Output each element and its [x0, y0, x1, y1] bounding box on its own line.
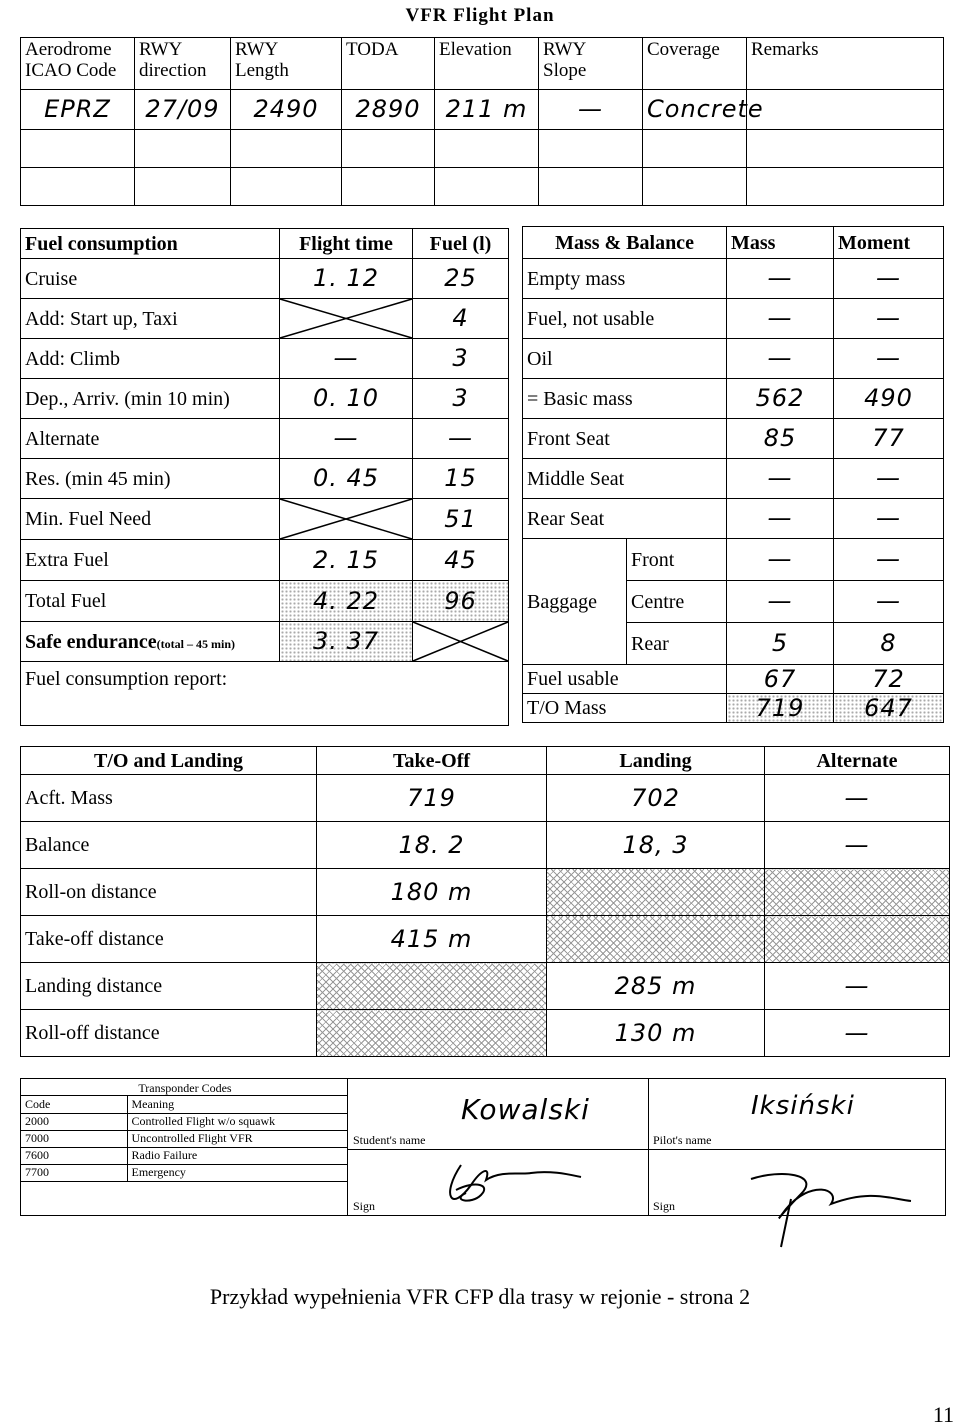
fuel-usable-mass: 67 [727, 665, 834, 694]
baggage-mass: — [727, 581, 834, 623]
tx-code-header: Code [21, 1096, 127, 1114]
mb-header: Moment [834, 227, 944, 259]
aerodrome-value: 2490 [231, 90, 342, 130]
mb-mass-value: — [727, 459, 834, 499]
to-mass-mass: 719 [727, 694, 834, 723]
tol-alternate-value: — [765, 775, 950, 822]
aerodrome-value: Concrete [643, 90, 747, 130]
pilot-signature-scribble [741, 1159, 921, 1249]
mb-row-label: Empty mass [523, 259, 727, 299]
fuel-amount-value: 45 [413, 540, 509, 581]
mb-row-label: = Basic mass [523, 379, 727, 419]
baggage-moment: — [834, 581, 944, 623]
aerodrome-value: 211 m [435, 90, 539, 130]
aerodrome-header: Remarks [747, 38, 944, 90]
tol-header: Alternate [765, 747, 950, 775]
fuel-time-value: — [280, 419, 413, 459]
mb-mass-value: — [727, 299, 834, 339]
fuel-time-value: 4. 22 [280, 581, 413, 622]
fuel-amount-value: 4 [413, 299, 509, 339]
fuel-amount-value: 3 [413, 339, 509, 379]
fuel-amount-value: — [413, 419, 509, 459]
tol-header: T/O and Landing [21, 747, 317, 775]
tol-row-label: Balance [21, 822, 317, 869]
aerodrome-value [747, 90, 944, 130]
aerodrome-header: TODA [342, 38, 435, 90]
tx-meaning: Emergency [127, 1165, 347, 1182]
fuel-time-crossed [280, 299, 413, 339]
aerodrome-value: — [539, 90, 643, 130]
fuel-amount-value: 51 [413, 499, 509, 540]
mb-moment-value: — [834, 499, 944, 539]
name-divider [347, 1149, 945, 1150]
aerodrome-header: RWY Slope [539, 38, 643, 90]
mb-moment-value: 77 [834, 419, 944, 459]
baggage-label: Baggage [523, 539, 627, 665]
fuel-usable-label: Fuel usable [523, 665, 727, 694]
to-landing-table [20, 746, 950, 1057]
baggage-moment: 8 [834, 623, 944, 665]
page-caption: Przykład wypełnienia VFR CFP dla trasy w rejonie - strona 2 [209, 1284, 751, 1309]
cross-mark [280, 299, 412, 338]
tx-code: 7600 [21, 1148, 127, 1165]
fuel-time-value: 0. 45 [280, 459, 413, 499]
fuel-amount-value: 3 [413, 379, 509, 419]
fuel-time-crossed [280, 499, 413, 540]
fuel-row-label: Extra Fuel [21, 540, 280, 581]
fuel-time-value: 0. 10 [280, 379, 413, 419]
name-divider-vertical [648, 1079, 649, 1215]
fuel-time-value: 2. 15 [280, 540, 413, 581]
tol-takeoff-value: 719 [317, 775, 547, 822]
tol-alternate-value: — [765, 963, 950, 1010]
tol-row-label: Roll-on distance [21, 869, 317, 916]
aerodrome-header: RWY Length [231, 38, 342, 90]
fuel-row-label: Dep., Arriv. (min 10 min) [21, 379, 280, 419]
fuel-amount-value: 15 [413, 459, 509, 499]
tol-header: Landing [547, 747, 765, 775]
mb-mass-value: 85 [727, 419, 834, 459]
tol-landing-value [547, 869, 765, 916]
tol-landing-value: 130 m [547, 1010, 765, 1057]
safe-endurance-subtext: (total – 45 min) [156, 636, 235, 651]
fuel-header: Fuel consumption [21, 229, 280, 259]
tol-row-label: Landing distance [21, 963, 317, 1010]
fuel-table [20, 228, 509, 726]
mb-moment-value: — [834, 299, 944, 339]
fuel-row-label: Res. (min 45 min) [21, 459, 280, 499]
fuel-amount-value: 25 [413, 259, 509, 299]
safe-endurance-label [21, 622, 280, 662]
aerodrome-table [20, 37, 944, 206]
cross-mark [280, 499, 412, 539]
fuel-header: Flight time [280, 229, 413, 259]
pilot-name-label: Pilot's name [653, 1133, 712, 1147]
tol-takeoff-value [317, 963, 547, 1010]
signature-section [20, 1078, 946, 1216]
pilot-sign-label: Sign [653, 1199, 676, 1213]
fuel-time-value: — [280, 339, 413, 379]
tx-meaning-header: Meaning [127, 1096, 347, 1114]
safe-endurance-time: 3. 37 [280, 622, 413, 662]
fuel-usable-moment: 72 [834, 665, 944, 694]
student-sign-label: Sign [353, 1199, 376, 1213]
aerodrome-value: 27/09 [135, 90, 231, 130]
fuel-header: Fuel (l) [413, 229, 509, 259]
tol-takeoff-value: 415 m [317, 916, 547, 963]
aerodrome-value: EPRZ [21, 90, 135, 130]
tol-landing-value [547, 916, 765, 963]
mb-mass-value: — [727, 259, 834, 299]
mb-mass-value: — [727, 499, 834, 539]
cross-mark [413, 622, 508, 661]
student-name: Kowalski [461, 1093, 590, 1126]
fuel-row-label: Cruise [21, 259, 280, 299]
tol-alternate-value: — [765, 1010, 950, 1057]
aerodrome-header: Coverage [643, 38, 747, 90]
tol-header: Take-Off [317, 747, 547, 775]
tx-code: 7700 [21, 1165, 127, 1182]
mb-header: Mass [727, 227, 834, 259]
student-signature-scribble [431, 1155, 591, 1215]
aerodrome-header: RWY direction [135, 38, 231, 90]
tol-takeoff-value [317, 1010, 547, 1057]
tx-meaning: Controlled Flight w/o squawk [127, 1114, 347, 1131]
fuel-row-label: Min. Fuel Need [21, 499, 280, 540]
mb-moment-value: 490 [834, 379, 944, 419]
baggage-mass: — [727, 539, 834, 581]
tol-alternate-value [765, 916, 950, 963]
tx-meaning: Radio Failure [127, 1148, 347, 1165]
mb-mass-value: — [727, 339, 834, 379]
tol-alternate-value [765, 869, 950, 916]
tol-takeoff-value: 180 m [317, 869, 547, 916]
pilot-name: Iksiński [751, 1091, 855, 1121]
fuel-row-label: Total Fuel [21, 581, 280, 622]
fuel-report-label: Fuel consumption report: [21, 662, 509, 726]
aerodrome-header: Elevation [435, 38, 539, 90]
page-title: VFR Flight Plan [405, 5, 555, 26]
mb-moment-value: — [834, 339, 944, 379]
tol-row-label: Acft. Mass [21, 775, 317, 822]
safe-endurance-fuel-crossed [413, 622, 509, 662]
tx-code: 7000 [21, 1131, 127, 1148]
mb-row-label: Front Seat [523, 419, 727, 459]
mb-row-label: Oil [523, 339, 727, 379]
transponder-title: Transponder Codes [138, 1081, 232, 1095]
transponder-table [21, 1095, 347, 1182]
mb-moment-value: — [834, 459, 944, 499]
tol-landing-value: 702 [547, 775, 765, 822]
tx-meaning: Uncontrolled Flight VFR [127, 1131, 347, 1148]
mass-balance-table [522, 226, 944, 723]
mb-row-label: Fuel, not usable [523, 299, 727, 339]
mb-row-label: Rear Seat [523, 499, 727, 539]
baggage-position: Centre [627, 581, 727, 623]
tol-row-label: Take-off distance [21, 916, 317, 963]
tx-code: 2000 [21, 1114, 127, 1131]
baggage-moment: — [834, 539, 944, 581]
mb-mass-value: 562 [727, 379, 834, 419]
fuel-row-label: Add: Climb [21, 339, 280, 379]
student-name-label: Student's name [353, 1133, 426, 1147]
fuel-amount-value: 96 [413, 581, 509, 622]
page-number: 11 [932, 1402, 954, 1427]
to-mass-label: T/O Mass [523, 694, 727, 723]
fuel-row-label: Add: Start up, Taxi [21, 299, 280, 339]
tol-row-label: Roll-off distance [21, 1010, 317, 1057]
mb-header: Mass & Balance [523, 227, 727, 259]
to-mass-moment: 647 [834, 694, 944, 723]
tol-takeoff-value: 18. 2 [317, 822, 547, 869]
baggage-mass: 5 [727, 623, 834, 665]
mb-moment-value: — [834, 259, 944, 299]
baggage-position: Rear [627, 623, 727, 665]
safe-endurance-text: Safe endurance [25, 630, 157, 653]
tol-alternate-value: — [765, 822, 950, 869]
transponder-box [21, 1079, 348, 1215]
tol-landing-value: 18, 3 [547, 822, 765, 869]
mb-row-label: Middle Seat [523, 459, 727, 499]
fuel-row-label: Alternate [21, 419, 280, 459]
tol-landing-value: 285 m [547, 963, 765, 1010]
aerodrome-header: Aerodrome ICAO Code [21, 38, 135, 90]
baggage-position: Front [627, 539, 727, 581]
aerodrome-value: 2890 [342, 90, 435, 130]
fuel-time-value: 1. 12 [280, 259, 413, 299]
